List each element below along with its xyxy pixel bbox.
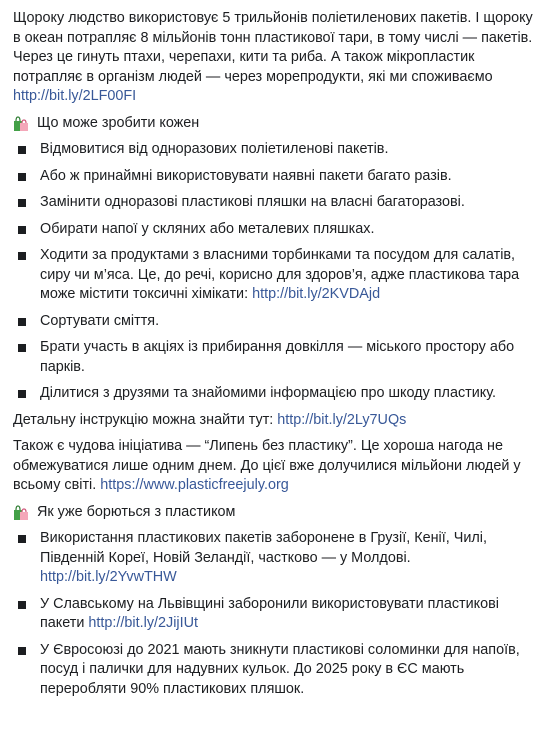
shopping-bags-icon <box>13 115 29 132</box>
square-bullet-icon <box>18 199 26 207</box>
instruction-paragraph <box>13 411 539 431</box>
square-bullet-icon <box>18 252 26 260</box>
shopping-bags-icon <box>13 504 29 521</box>
intro-link[interactable]: http://bit.ly/2LF00FI <box>13 88 137 104</box>
instruction-link[interactable]: http://bit.ly/2Ly7UQs <box>277 411 407 428</box>
ban-countries-link[interactable]: http://bit.ly/2YvwTHW <box>40 569 177 585</box>
toxic-chemicals-link[interactable]: http://bit.ly/2KVDAjd <box>252 286 381 302</box>
list-item-body: Використання пластикових пакетів заборонене в Грузії, Кенії, Чилі, Південній Кореї, Новій Зеландії, частково — у Молдові. <box>40 530 487 566</box>
list-item-text: Відмовитися від одноразових поліетиленові пакетів. <box>40 141 389 157</box>
list-item-text: Або ж принаймні використовувати наявні пакети багато разів. <box>40 167 452 184</box>
list-item <box>13 338 539 377</box>
list-item <box>13 140 539 160</box>
square-bullet-icon <box>18 647 26 655</box>
square-bullet-icon <box>18 535 26 543</box>
instruction-text: Детальну інструкцію можна знайти тут: <box>13 411 278 428</box>
list-item <box>13 220 539 240</box>
list-item-text: Обирати напої у скляних або металевих пляшках. <box>40 220 375 237</box>
list-item <box>13 193 539 213</box>
list-item-body: У Славському на Львівщині заборонили використовувати пластикові пакети <box>40 595 499 631</box>
list-item <box>13 246 539 305</box>
square-bullet-icon <box>18 601 26 609</box>
square-bullet-icon <box>18 390 26 398</box>
list-item <box>13 529 539 588</box>
list-item-text: Брати участь в акціях із прибирання довкілля — міського простору або парків. <box>40 339 515 375</box>
list-item <box>13 641 539 700</box>
section1-title: Що може зробити кожен <box>37 114 200 131</box>
list-item <box>13 384 539 404</box>
intro-paragraph <box>13 9 539 107</box>
slavske-link[interactable]: http://bit.ly/2JijIUt <box>88 615 198 631</box>
list-item-text <box>40 246 539 305</box>
square-bullet-icon <box>18 318 26 326</box>
list-item-text <box>40 595 539 634</box>
list-item <box>13 595 539 634</box>
square-bullet-icon <box>18 344 26 352</box>
section2-title: Як уже борються з пластиком <box>37 503 236 520</box>
initiative-link[interactable]: https://www.plasticfreejuly.org <box>100 477 289 493</box>
list-item-text: Сортувати сміття. <box>40 312 160 329</box>
initiative-paragraph <box>13 437 539 496</box>
square-bullet-icon <box>18 146 26 154</box>
section2-heading <box>13 503 539 523</box>
intro-text: Щороку людство використовує 5 трильйонів поліетиленових пакетів. І щороку в океан потрапляє 8 мільйонів тонн пластикової тари, в тому числі — пакетів. Через це гинуть птахи, черепахи, кити та риба. А також мікропластик потрапляє в організм людей — через морепродукти, які ми споживаємо <box>13 10 533 85</box>
square-bullet-icon <box>18 226 26 234</box>
list-item-text <box>40 529 539 588</box>
list-item-text: Замінити одноразові пластикові пляшки на власні багаторазові. <box>40 194 465 210</box>
square-bullet-icon <box>18 173 26 181</box>
list-item-body: Ходити за продуктами з власними торбинками та посудом для салатів, сиру чи м’яса. Це, до речі, корисно для здоров’я, адже пластикова тара може містити токсичні хімікати: <box>40 247 520 302</box>
list-item-text: У Євросоюзі до 2021 мають зникнути пластикові соломинки для напоїв, посуд і палички для надувних кульок. До 2025 року в ЄС мають переробляти 90% пластикових пляшок. <box>40 641 520 697</box>
list-item-text: Ділитися з друзями та знайомими інформацією про шкоду пластику. <box>40 385 496 401</box>
section1-heading <box>13 114 539 134</box>
list-item <box>13 312 539 332</box>
initiative-text: Також є чудова ініціатива — “Липень без пластику”. Це хороша нагода не обмежуватися лише одним днем. До цієї вже долучилися мільйони людей у всьому світі. <box>13 438 521 493</box>
list-item <box>13 167 539 187</box>
